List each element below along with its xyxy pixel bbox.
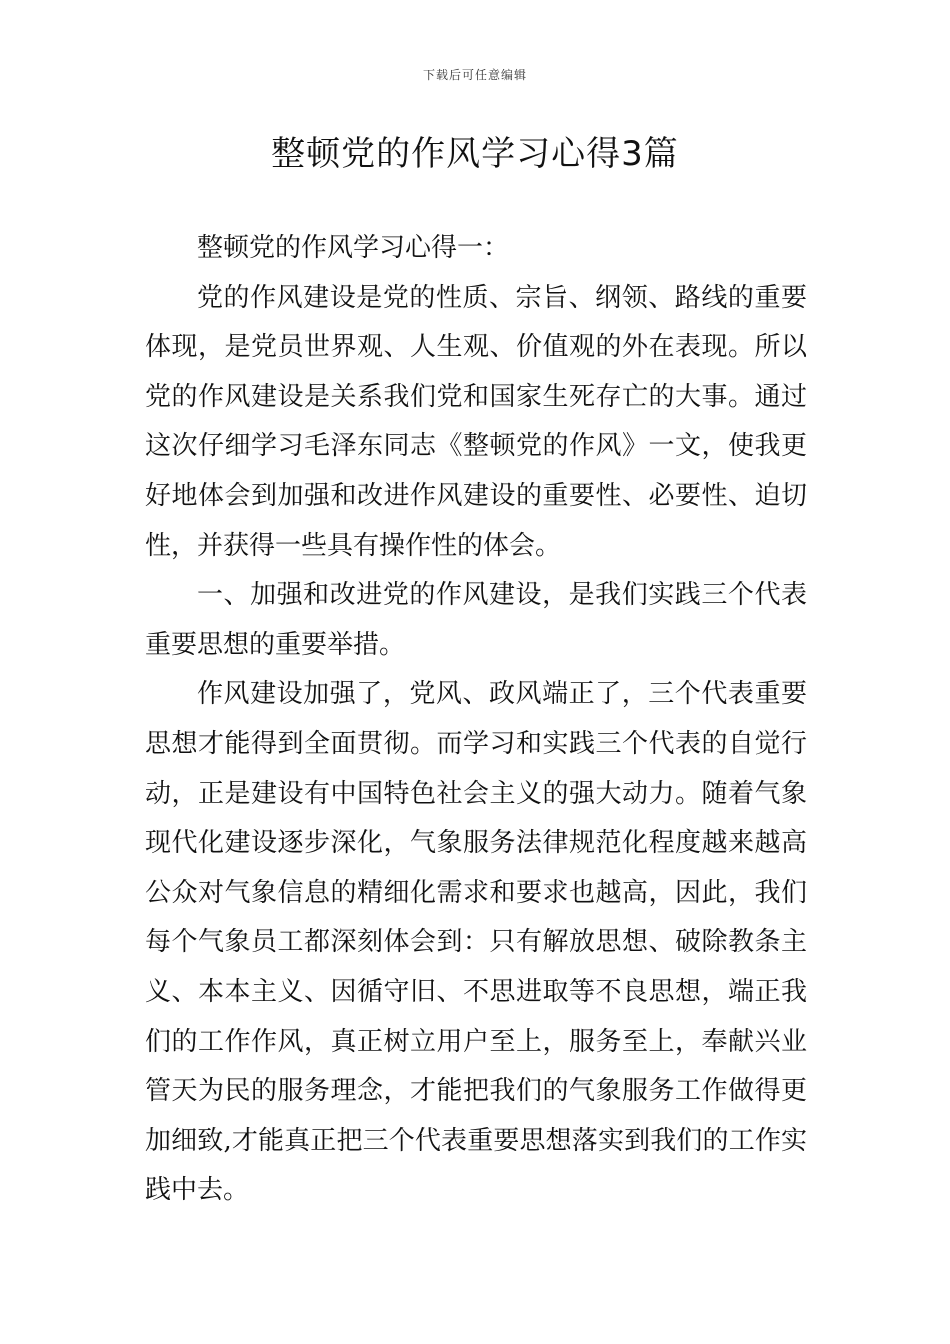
document-body — [145, 224, 807, 1216]
document-title: 整顿党的作风学习心得3篇 — [271, 134, 679, 174]
header-note: 下载后可任意编辑 — [422, 68, 527, 82]
body-paragraph: 党的作风建设是党的性质、宗旨、纲领、路线的重要体现，是党员世界观、人生观、价值观的外在表现。所以党的作风建设是关系我们党和国家生死存亡的大事。通过这次仔细学习毛泽东同志《整顿党的作风》一文，使我更好地体会到加强和改进作风建设的重要性、必要性、迫切性，并获得一些具有操作性的体会。 — [145, 282, 807, 561]
body-paragraph: 作风建设加强了，党风、政风端正了，三个代表重要思想才能得到全面贯彻。而学习和实践三个代表的自觉行动，正是建设有中国特色社会主义的强大动力。随着气象现代化建设逐步深化，气象服务法律规范化程度越来越高公众对气象信息的精细化需求和要求也越高，因此，我们每个气象员工都深刻体会到：只有解放思想、破除教条主义、本本主义、因循守旧、不思进取等不良思想，端正我们的工作作风，真正树立用户至上，服务至上，奉献兴业管天为民的服务理念，才能把我们的气象服务工作做得更加细致,才能真正把三个代表重要思想落实到我们的工作实践中去。 — [145, 679, 807, 1206]
body-paragraph: 一、加强和改进党的作风建设，是我们实践三个代表重要思想的重要举措。 — [145, 580, 807, 660]
section-heading: 整顿党的作风学习心得一： — [197, 233, 510, 263]
